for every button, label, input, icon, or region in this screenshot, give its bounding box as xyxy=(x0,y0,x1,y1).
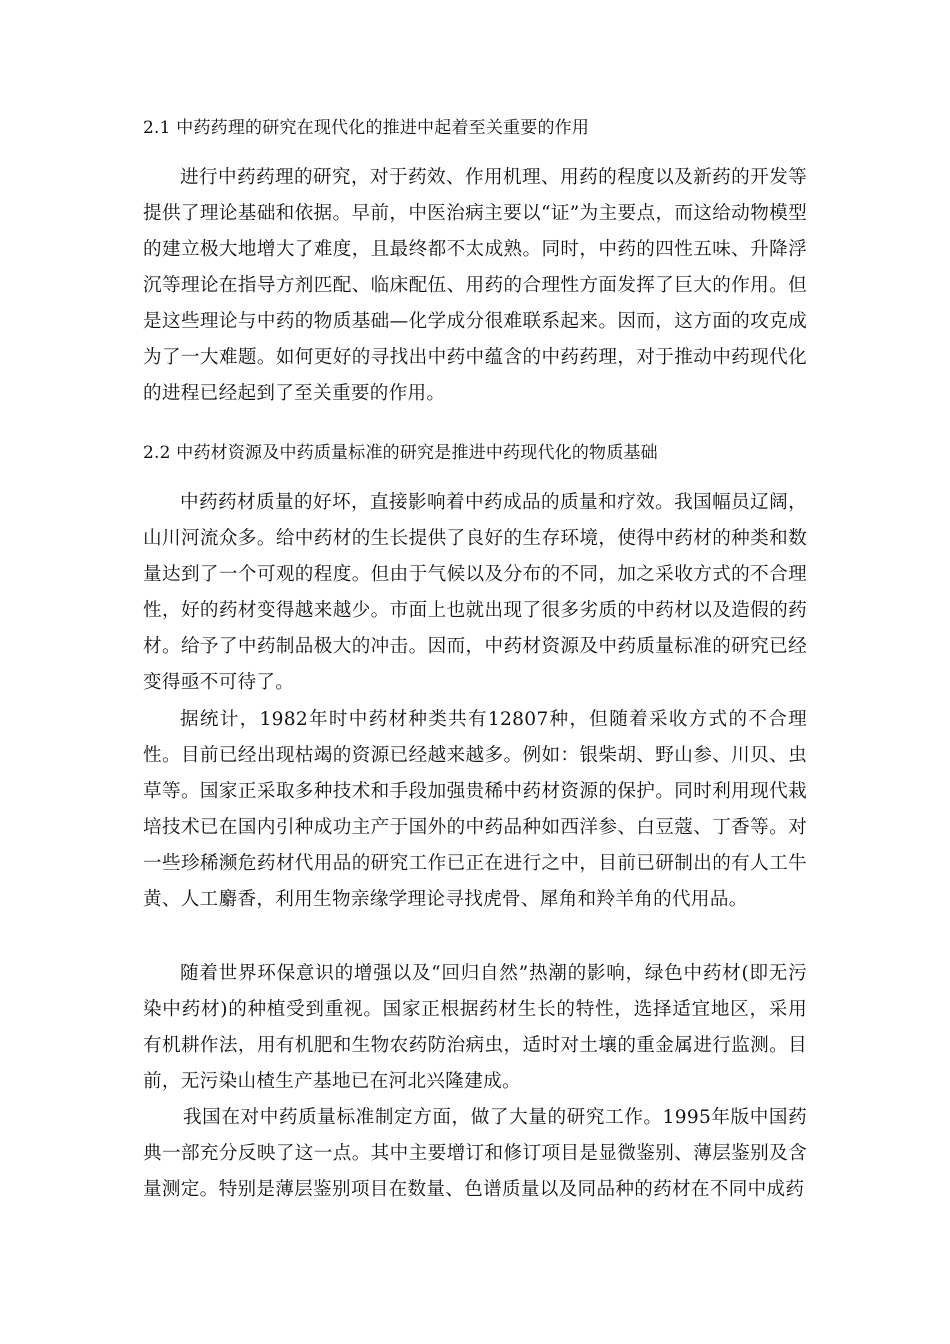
section-heading-2-1: 2.1 中药药理的研究在现代化的推进中起着至关重要的作用 xyxy=(143,118,590,138)
paragraph-material-quality: 中药药材质量的好坏，直接影响着中药成品的质量和疗效。我国幅员辽阔，山川河流众多。给中药材的生长提供了良好的生存环境，使得中药材的种类和数量达到了一个可观的程度。但由于气候以及分布的不同，加之采收方式的不合理性，好的药材变得越来越少。市面上也就出现了很多劣质的中药材以及造假的药材。给予了中药制品极大的冲击。因而，中药材资源及中药质量标准的研究已经变得亟不可待了。 xyxy=(143,492,807,693)
paragraph-pharmacology: 进行中药药理的研究，对于药效、作用机理、用药的程度以及新药的开发等提供了理论基础和依据。早前，中医治病主要以“证”为主要点，而这给动物模型的建立极大地增大了难度，且最终都不太成熟。同时，中药的四性五味、升降浮沉等理论在指导方剂匹配、临床配伍、用药的合理性方面发挥了巨大的作用。但是这些理论与中药的物质基础—化学成分很难联系起来。因而，这方面的攻克成为了一大难题。如何更好的寻找出中药中蕴含的中药药理，对于推动中药现代化的进程已经起到了至关重要的作用。 xyxy=(143,167,807,404)
paragraph-statistics: 据统计，1982年时中药材种类共有12807种，但随着采收方式的不合理性。目前已经出现枯竭的资源已经越来越多。例如：银柴胡、野山参、川贝、虫草等。国家正采取多种技术和手段加强贵稀中药材资源的保护。同时利用现代栽培技术已在国内引种成功主产于国外的中药品种如西洋参、白豆蔻、丁香等。对一些珍稀濒危药材代用品的研究工作已正在进行之中，目前已研制出的有人工牛黄、人工麝香，利用生物亲缘学理论寻找虎骨、犀角和羚羊角的代用品。 xyxy=(143,709,807,910)
paragraph-quality-standards: 我国在对中药质量标准制定方面，做了大量的研究工作。1995年版中国药典一部充分反映了这一点。其中主要增订和修订项目是显微鉴别、薄层鉴别及含量测定。特别是薄层鉴别项目在数量、色谱质量以及同品种的药材在不同中成药 xyxy=(143,1107,807,1200)
section-heading-2-2: 2.2 中药材资源及中药质量标准的研究是推进中药现代化的物质基础 xyxy=(143,443,658,463)
paragraph-green-herbs: 随着世界环保意识的增强以及“回归自然”热潮的影响，绿色中药材(即无污染中药材)的种植受到重视。国家正根据药材生长的特性，选择适宜地区，采用有机耕作法，用有机肥和生物农药防治病虫，适时对土壤的重金属进行监测。目前，无污染山楂生产基地已在河北兴隆建成。 xyxy=(143,963,807,1092)
